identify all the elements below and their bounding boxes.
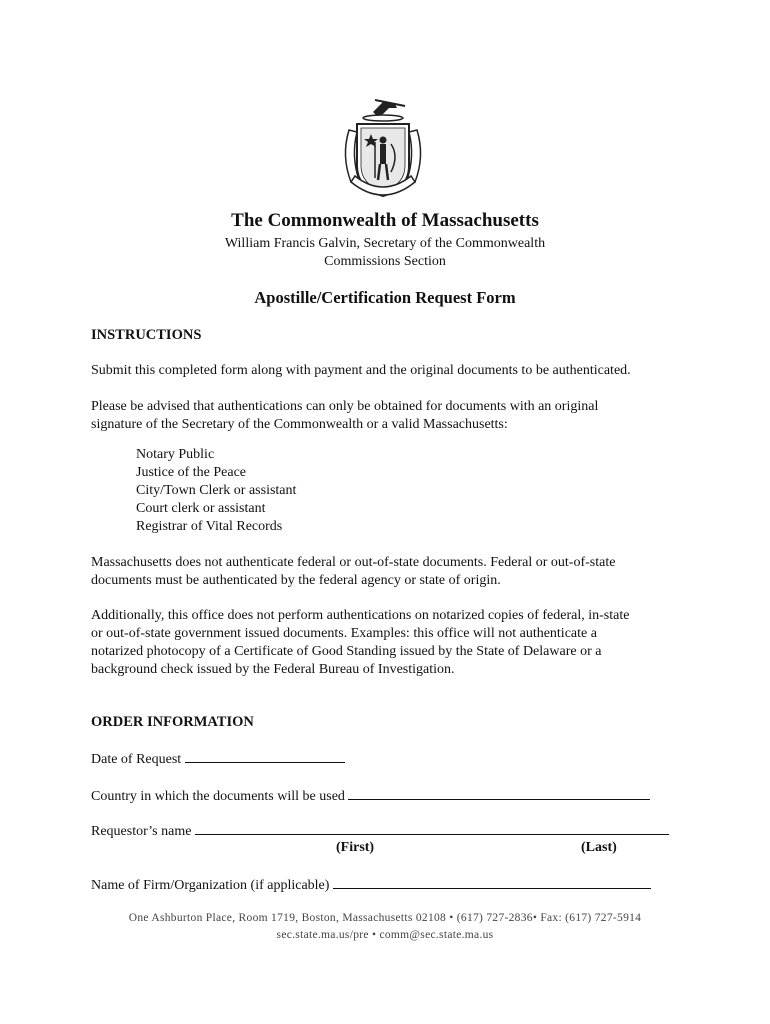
list-item: City/Town Clerk or assistant bbox=[136, 483, 297, 498]
instructions-paragraph-3: Massachusetts does not authenticate federal or out-of-state documents. Federal or out-of-state documents must be authenticated by the federal agency or state of origin. bbox=[91, 555, 616, 588]
firm-row bbox=[91, 875, 651, 894]
date-of-request-field[interactable] bbox=[185, 749, 345, 763]
massachusetts-seal bbox=[335, 96, 431, 206]
signer-list bbox=[136, 446, 296, 536]
footer-contact: sec.state.ma.us/pre • comm@sec.state.ma.us bbox=[276, 929, 494, 941]
order-heading: ORDER INFORMATION bbox=[91, 714, 254, 730]
instructions-heading: INSTRUCTIONS bbox=[91, 327, 202, 343]
instructions-paragraph-2: Please be advised that authentications can only be obtained for documents with an original signature of the Secretary of the Commonwealth or a valid Massachusetts: bbox=[91, 399, 599, 432]
list-item: Registrar of Vital Records bbox=[136, 519, 283, 534]
form-title: Apostille/Certification Request Form bbox=[254, 288, 516, 307]
page-title: The Commonwealth of Massachusetts bbox=[231, 210, 539, 231]
requestor-row bbox=[91, 821, 669, 840]
instructions-paragraph-1: Submit this completed form along with payment and the original documents to be authenticated. bbox=[91, 363, 631, 378]
date-of-request-row bbox=[91, 749, 345, 768]
requestor-name-field[interactable] bbox=[195, 821, 669, 835]
firm-field[interactable] bbox=[333, 875, 651, 889]
list-item: Court clerk or assistant bbox=[136, 501, 266, 516]
requestor-label: Requestor’s name bbox=[91, 824, 192, 839]
section-line: Commissions Section bbox=[324, 254, 446, 269]
country-label: Country in which the documents will be used bbox=[91, 789, 345, 804]
list-item: Notary Public bbox=[136, 447, 215, 462]
country-field[interactable] bbox=[348, 786, 650, 800]
secretary-line: William Francis Galvin, Secretary of the Commonwealth bbox=[224, 236, 546, 251]
list-item: Justice of the Peace bbox=[136, 465, 247, 480]
last-name-label: (Last) bbox=[581, 840, 617, 855]
first-name-label: (First) bbox=[336, 840, 375, 855]
country-row bbox=[91, 786, 650, 805]
instructions-paragraph-4: Additionally, this office does not perform authentications on notarized copies of federal, in-state or out-of-state government issued documents. Examples: this office will not authenticate a notarized photocopy of a Certificate of Good Standing issued by the State of Delaware or a background check issued by the Federal Bureau of Investigation. bbox=[91, 608, 630, 677]
footer-address: One Ashburton Place, Room 1719, Boston, Massachusetts 02108 • (617) 727-2836• Fax: (617) 727-5914 bbox=[128, 912, 642, 924]
firm-label: Name of Firm/Organization (if applicable) bbox=[91, 878, 330, 893]
date-of-request-label: Date of Request bbox=[91, 752, 182, 767]
